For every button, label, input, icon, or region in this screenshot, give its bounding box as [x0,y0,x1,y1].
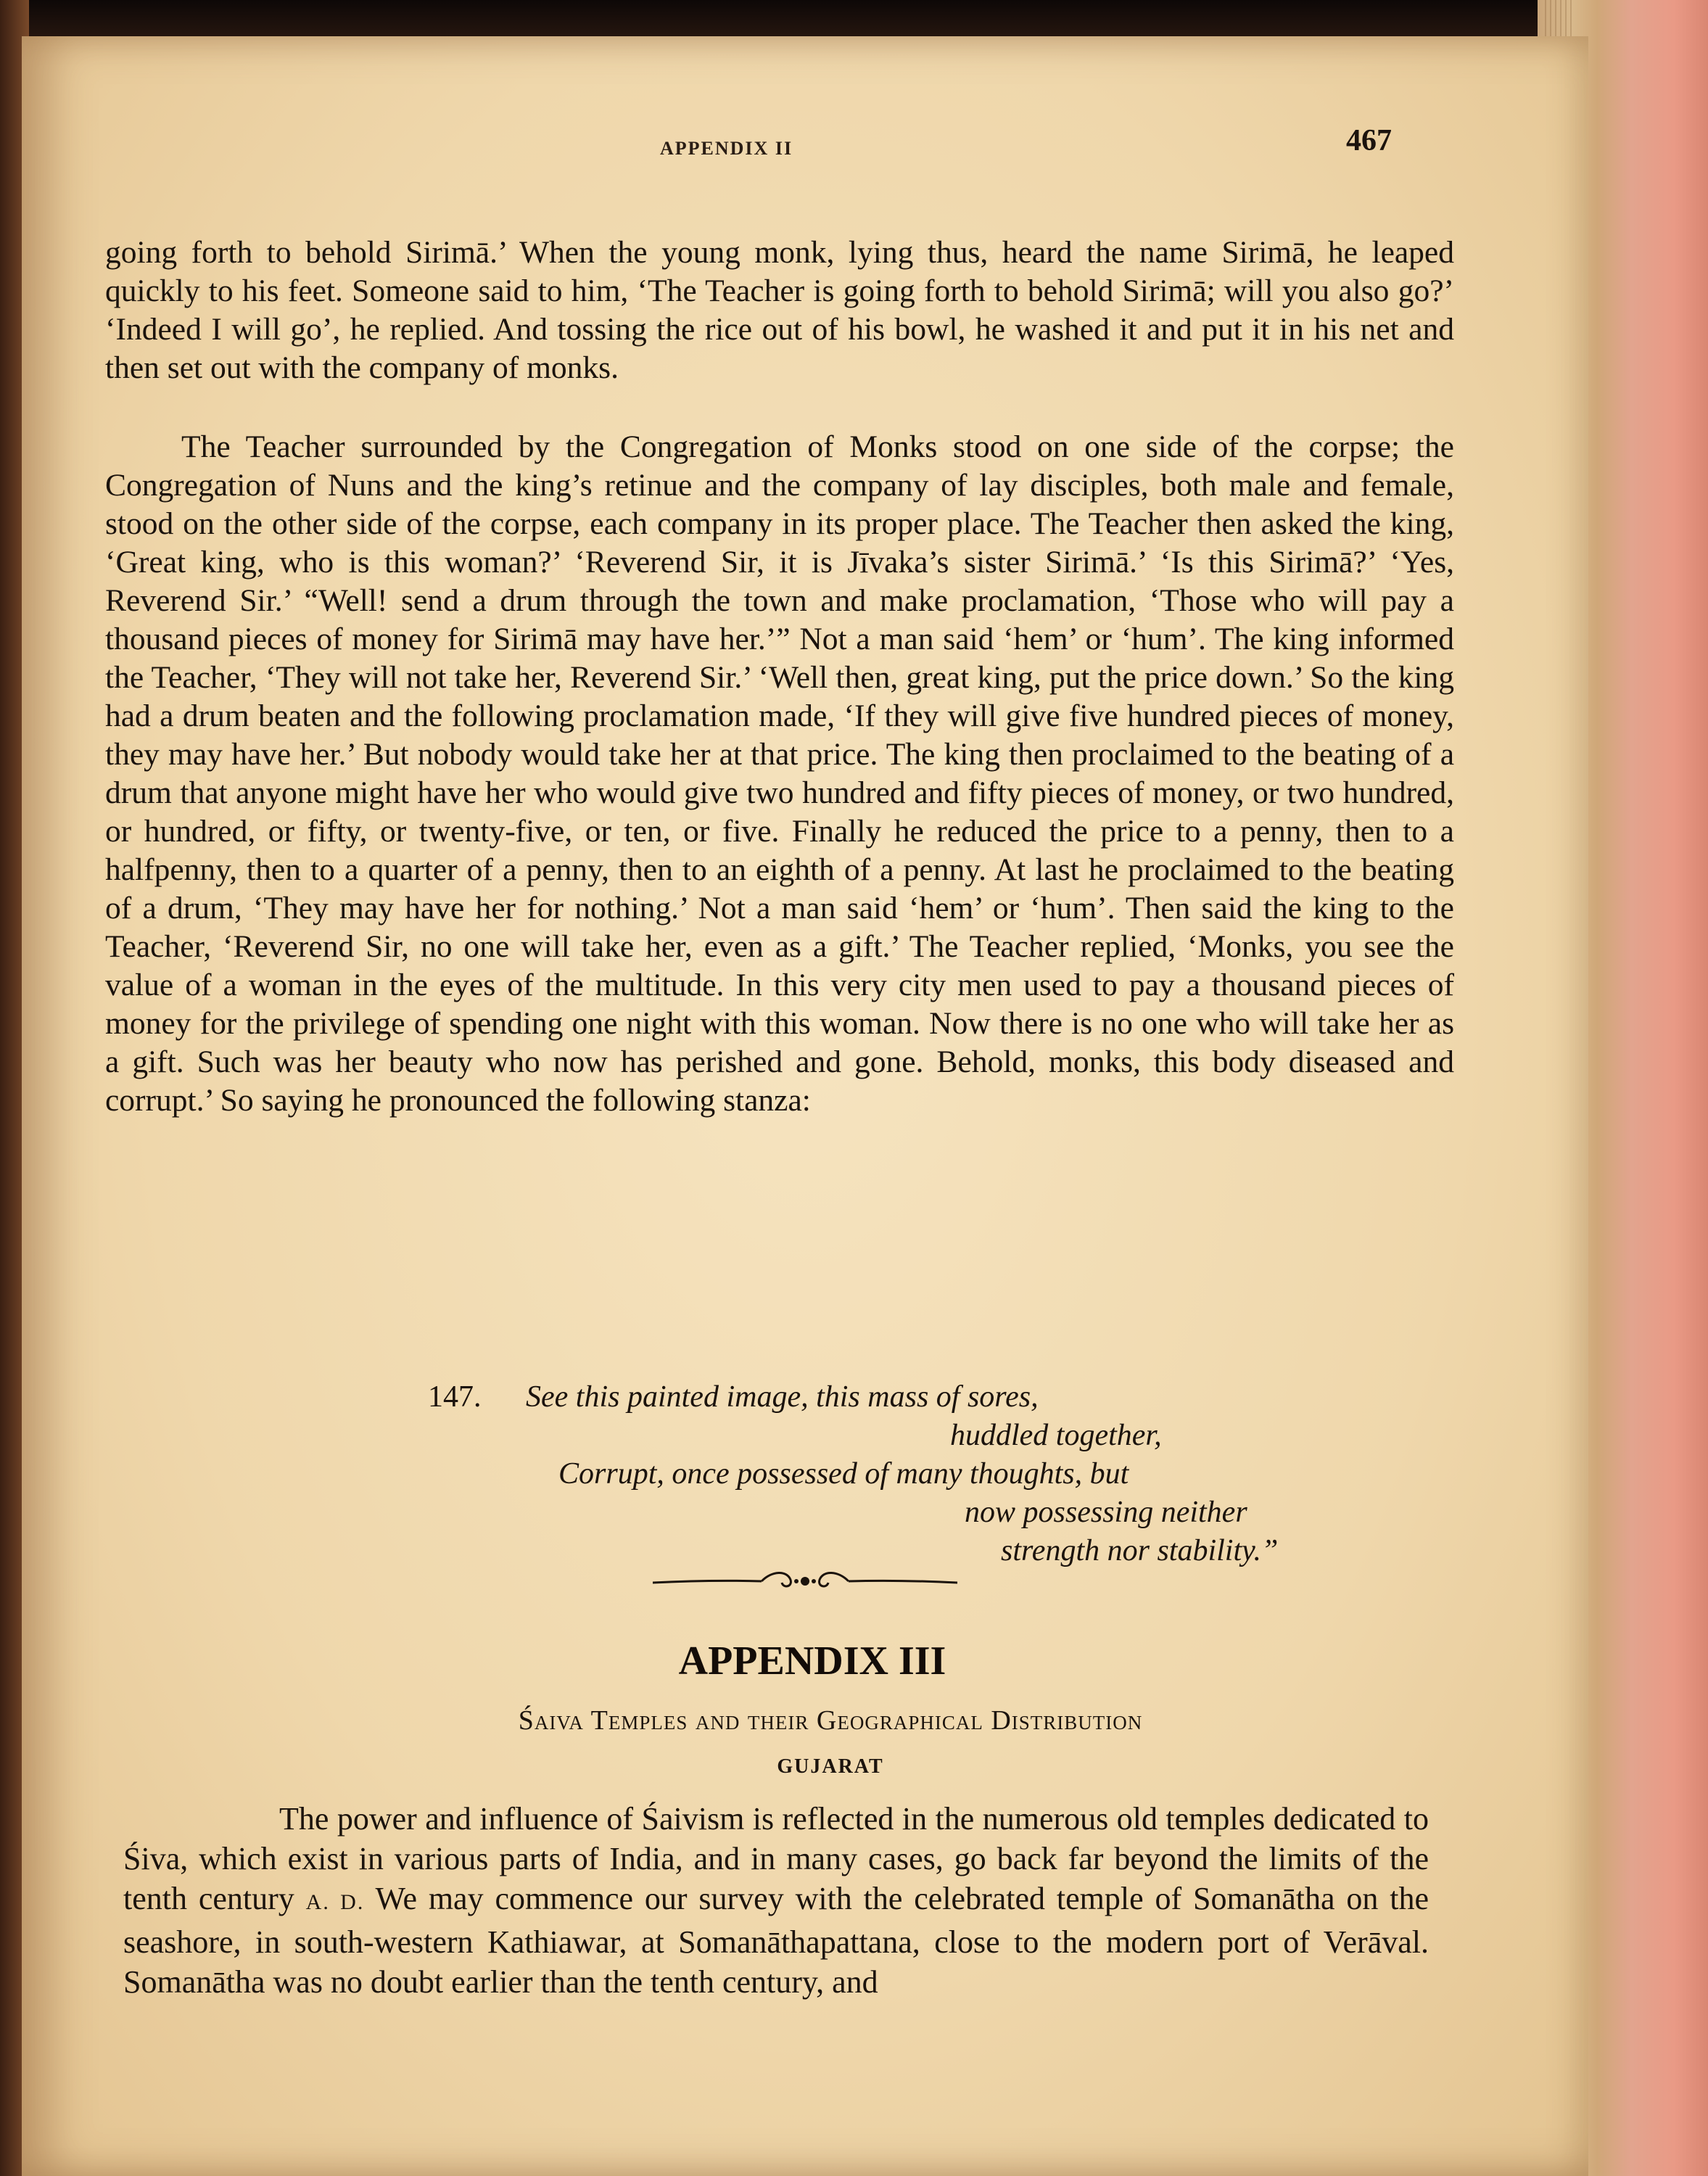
verse-number: 147. [428,1380,482,1414]
paragraph-start: The power and influence of Śaivism is reflected in the numerous old temples dedicated to Śiva, which exist in various parts of India, and in many cases, go back far beyond the limits of the tenth century [123,1801,1429,1916]
appendix-iii-paragraph [123,1799,1429,2002]
book-page [22,36,1588,2176]
appendix-iii-title: APPENDIX III [678,1639,946,1683]
page-number: 467 [1346,124,1392,157]
verse-147 [428,1378,1371,1570]
appendix-iii-subtitle: Śaiva Temples and their Geographical Distribution [518,1705,1143,1736]
verse-line-5: strength nor stability.” [1001,1534,1279,1567]
body-paragraph-1 [105,234,1454,387]
body-paragraph-2 [105,428,1454,1120]
era-abbreviation: A. D. [305,1890,365,1914]
paragraph-text: going forth to behold Sirimā.’ When the young monk, lying thus, heard the name Sirimā, he leaped quickly to his feet. Someone said to him, ‘The Teacher is going forth to behold Sirimā; will you also go?’ ‘Indeed I will go’, he replied. And tossing the rice out of his bowl, he washed it and put it in his net and then set out with the company of monks. [105,235,1454,385]
paragraph-end: We may commence our survey with the celebrated temple of Somanātha on the seashore, in south-western Kathiawar, at Somanāthapattana, close to the modern port of Verāval. Somanātha was no doubt earlier than the tenth century, and [123,1881,1429,2000]
verse-text: See this painted image, this mass of sores, [526,1380,1039,1414]
running-head-title: APPENDIX II [660,138,793,159]
paragraph-text: The Teacher surrounded by the Congregation of Monks stood on one side of the corpse; the Congregation of Nuns and the king’s retinue and the company of lay disciples, both male and female, stood on the other side of the corpse, each company in its proper place. The Teacher then asked the king, ‘Great king, who is this woman?’ ‘Reverend Sir, it is Jīvaka’s sister Sirimā.’ ‘Is this Sirimā?’ ‘Yes, Reverend Sir.’ “Well! send a drum through the town and make proclamation, ‘Those who will pay a thousand pieces of money for Sirimā may have her.’” Not a man said ‘hem’ or ‘hum’. The king informed the Teacher, ‘They will not take her, Reverend Sir.’ ‘Well then, great king, put the price down.’ So the king had a drum beaten and the following proclamation made, ‘If they will give five hundred pieces of money, they may have her.’ But nobody would take her at that price. The king then proclaimed to the beating of a drum that anyone might have her who would give two hundred and fifty pieces of money, or two hundred, or hundred, or fifty, or twenty-five, or ten, or five. Finally he reduced the price to a penny, then to a halfpenny, then to a quarter of a penny, then to an eighth of a penny. At last he proclaimed to the beating of a drum, ‘They may have her for nothing.’ Not a man said ‘hem’ or ‘hum’. Then said the king to the Teacher, ‘Reverend Sir, no one will take her, even as a gift.’ The Teacher replied, ‘Monks, you see the value of a woman in the eyes of the multitude. In this very city men used to pay a thousand pieces of money for the privilege of spending one night with this woman. Now there is no one who will take her as a gift. Such was her beauty who now has perished and gone. Behold, monks, this body diseased and corrupt.’ So saying he pronounced the following stanza: [105,429,1454,1118]
verse-line-1 [428,1378,1371,1417]
region-heading: GUJARAT [777,1755,884,1778]
verse-line-2: huddled together, [950,1419,1162,1452]
paragraph-text [123,1799,1429,2002]
verse-line-4: now possessing neither [965,1496,1247,1529]
verse-line-3: Corrupt, once possessed of many thoughts, but [558,1457,1129,1491]
ornament-divider [653,1567,957,1596]
